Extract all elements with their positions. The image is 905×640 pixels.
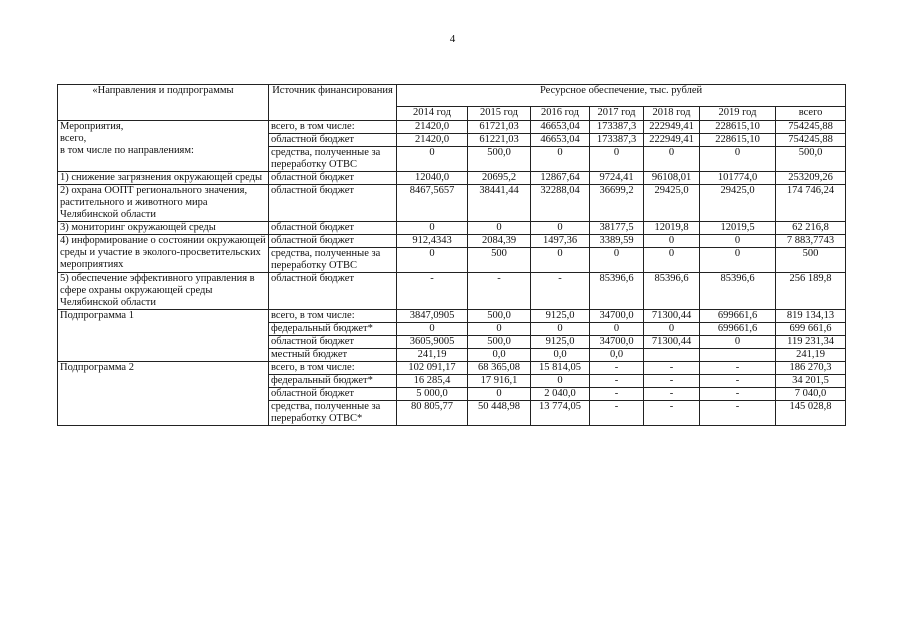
value-cell: 3847,0905: [397, 310, 468, 323]
value-cell: 0: [700, 147, 776, 172]
value-cell: 16 285,4: [397, 375, 468, 388]
value-cell: 228615,10: [700, 134, 776, 147]
value-cell: 0,0: [590, 349, 644, 362]
total-cell: 256 189,8: [776, 273, 846, 310]
source-cell: местный бюджет: [269, 349, 397, 362]
value-cell: 5 000,0: [397, 388, 468, 401]
value-cell: 36699,2: [590, 185, 644, 222]
value-cell: 500,0: [468, 147, 531, 172]
source-cell: областной бюджет: [269, 185, 397, 222]
value-cell: 71300,44: [644, 310, 700, 323]
source-cell: федеральный бюджет*: [269, 375, 397, 388]
source-cell: областной бюджет: [269, 336, 397, 349]
value-cell: 0: [700, 235, 776, 248]
value-cell: 0: [397, 147, 468, 172]
value-cell: -: [700, 375, 776, 388]
value-cell: 222949,41: [644, 121, 700, 134]
value-cell: 228615,10: [700, 121, 776, 134]
value-cell: 0: [468, 388, 531, 401]
source-cell: всего, в том числе:: [269, 121, 397, 134]
value-cell: [700, 349, 776, 362]
value-cell: 0: [397, 222, 468, 235]
value-cell: 0: [590, 147, 644, 172]
total-cell: 145 028,8: [776, 401, 846, 426]
value-cell: -: [700, 362, 776, 375]
value-cell: 85396,6: [590, 273, 644, 310]
source-cell: средства, полученные за переработку ОТВС*: [269, 401, 397, 426]
table-row: [58, 273, 846, 310]
header-directions: «Направления и подпрограммы: [58, 85, 269, 121]
value-cell: 61721,03: [468, 121, 531, 134]
value-cell: -: [590, 375, 644, 388]
value-cell: 71300,44: [644, 336, 700, 349]
source-cell: областной бюджет: [269, 172, 397, 185]
value-cell: 101774,0: [700, 172, 776, 185]
source-cell: федеральный бюджет*: [269, 323, 397, 336]
value-cell: 68 365,08: [468, 362, 531, 375]
year-header: 2015 год: [468, 107, 531, 121]
value-cell: 9125,0: [531, 310, 590, 323]
table-row: [58, 121, 846, 134]
value-cell: 50 448,98: [468, 401, 531, 426]
value-cell: 13 774,05: [531, 401, 590, 426]
value-cell: -: [397, 273, 468, 310]
value-cell: 241,19: [397, 349, 468, 362]
value-cell: 21420,0: [397, 134, 468, 147]
total-cell: 500: [776, 248, 846, 273]
value-cell: -: [644, 375, 700, 388]
value-cell: 0: [468, 323, 531, 336]
total-header: всего: [776, 107, 846, 121]
value-cell: 61221,03: [468, 134, 531, 147]
value-cell: -: [468, 273, 531, 310]
value-cell: 0: [468, 222, 531, 235]
value-cell: 0,0: [531, 349, 590, 362]
total-cell: 253209,26: [776, 172, 846, 185]
value-cell: -: [590, 401, 644, 426]
value-cell: 32288,04: [531, 185, 590, 222]
value-cell: 222949,41: [644, 134, 700, 147]
header-resources: Ресурсное обеспечение, тыс. рублей: [397, 85, 846, 107]
source-cell: всего, в том числе:: [269, 362, 397, 375]
source-cell: областной бюджет: [269, 388, 397, 401]
header-source: Источник финансирования: [269, 85, 397, 121]
value-cell: [644, 349, 700, 362]
value-cell: 9125,0: [531, 336, 590, 349]
value-cell: -: [644, 388, 700, 401]
source-cell: всего, в том числе:: [269, 310, 397, 323]
value-cell: -: [590, 388, 644, 401]
value-cell: 38441,44: [468, 185, 531, 222]
value-cell: 46653,04: [531, 134, 590, 147]
direction-cell: 4) информирование о состоянии окружающей среды и участие в эколого-просветительских мероприятиях: [58, 235, 269, 273]
direction-cell: Мероприятия, всего, в том числе по направлениям:: [58, 121, 269, 172]
total-cell: 754245,88: [776, 134, 846, 147]
table-row: [58, 235, 846, 248]
table-row: [58, 310, 846, 323]
total-cell: 62 216,8: [776, 222, 846, 235]
value-cell: 0: [531, 323, 590, 336]
value-cell: 80 805,77: [397, 401, 468, 426]
source-cell: средства, полученные за переработку ОТВС: [269, 248, 397, 273]
table-row: [58, 222, 846, 235]
direction-cell: 2) охрана ООПТ регионального значения, растительного и животного мира Челябинской области: [58, 185, 269, 222]
value-cell: 0: [590, 248, 644, 273]
value-cell: 0: [644, 147, 700, 172]
value-cell: 2084,39: [468, 235, 531, 248]
value-cell: 3605,9005: [397, 336, 468, 349]
source-cell: областной бюджет: [269, 235, 397, 248]
year-header: 2014 год: [397, 107, 468, 121]
value-cell: -: [700, 388, 776, 401]
value-cell: 34700,0: [590, 310, 644, 323]
value-cell: 500: [468, 248, 531, 273]
value-cell: 12019,5: [700, 222, 776, 235]
total-cell: 7 883,7743: [776, 235, 846, 248]
table-row: [58, 185, 846, 222]
value-cell: 0: [397, 248, 468, 273]
value-cell: 0: [700, 336, 776, 349]
direction-cell: 5) обеспечение эффективного управления в сфере охраны окружающей среды Челябинской области: [58, 273, 269, 310]
value-cell: 0: [700, 248, 776, 273]
value-cell: 0: [531, 248, 590, 273]
value-cell: 12867,64: [531, 172, 590, 185]
value-cell: 0: [644, 248, 700, 273]
total-cell: 500,0: [776, 147, 846, 172]
total-cell: 34 201,5: [776, 375, 846, 388]
value-cell: 20695,2: [468, 172, 531, 185]
value-cell: 173387,3: [590, 121, 644, 134]
value-cell: 12040,0: [397, 172, 468, 185]
direction-cell: Подпрограмма 1: [58, 310, 269, 362]
value-cell: 0: [531, 375, 590, 388]
value-cell: 8467,5657: [397, 185, 468, 222]
total-cell: 119 231,34: [776, 336, 846, 349]
resource-table: [57, 84, 846, 426]
source-cell: областной бюджет: [269, 134, 397, 147]
value-cell: 3389,59: [590, 235, 644, 248]
value-cell: 0: [397, 323, 468, 336]
value-cell: 29425,0: [644, 185, 700, 222]
value-cell: 102 091,17: [397, 362, 468, 375]
value-cell: 173387,3: [590, 134, 644, 147]
value-cell: 0: [590, 323, 644, 336]
year-header: 2017 год: [590, 107, 644, 121]
value-cell: 699661,6: [700, 323, 776, 336]
total-cell: 819 134,13: [776, 310, 846, 323]
value-cell: 0: [531, 222, 590, 235]
source-cell: средства, полученные за переработку ОТВС: [269, 147, 397, 172]
value-cell: -: [644, 401, 700, 426]
direction-cell: 3) мониторинг окружающей среды: [58, 222, 269, 235]
value-cell: 12019,8: [644, 222, 700, 235]
value-cell: 38177,5: [590, 222, 644, 235]
value-cell: 0: [644, 323, 700, 336]
value-cell: 85396,6: [700, 273, 776, 310]
value-cell: 15 814,05: [531, 362, 590, 375]
table-body: [58, 121, 846, 426]
value-cell: 0: [644, 235, 700, 248]
value-cell: 17 916,1: [468, 375, 531, 388]
value-cell: 29425,0: [700, 185, 776, 222]
table-row: [58, 172, 846, 185]
direction-cell: 1) снижение загрязнения окружающей среды: [58, 172, 269, 185]
total-cell: 754245,88: [776, 121, 846, 134]
value-cell: 46653,04: [531, 121, 590, 134]
total-cell: 241,19: [776, 349, 846, 362]
value-cell: 0,0: [468, 349, 531, 362]
year-header: 2016 год: [531, 107, 590, 121]
value-cell: 699661,6: [700, 310, 776, 323]
value-cell: 9724,41: [590, 172, 644, 185]
value-cell: -: [700, 401, 776, 426]
value-cell: 0: [531, 147, 590, 172]
total-cell: 7 040,0: [776, 388, 846, 401]
value-cell: 2 040,0: [531, 388, 590, 401]
value-cell: -: [590, 362, 644, 375]
value-cell: -: [644, 362, 700, 375]
value-cell: 500,0: [468, 336, 531, 349]
value-cell: 34700,0: [590, 336, 644, 349]
page-number: 4: [449, 33, 456, 45]
year-header: 2019 год: [700, 107, 776, 121]
table-row: [58, 362, 846, 375]
total-cell: 174 746,24: [776, 185, 846, 222]
year-header: 2018 год: [644, 107, 700, 121]
total-cell: 186 270,3: [776, 362, 846, 375]
source-cell: областной бюджет: [269, 273, 397, 310]
total-cell: 699 661,6: [776, 323, 846, 336]
direction-cell: Подпрограмма 2: [58, 362, 269, 426]
value-cell: 500,0: [468, 310, 531, 323]
value-cell: 1497,36: [531, 235, 590, 248]
value-cell: 912,4343: [397, 235, 468, 248]
value-cell: 85396,6: [644, 273, 700, 310]
value-cell: -: [531, 273, 590, 310]
value-cell: 21420,0: [397, 121, 468, 134]
value-cell: 96108,01: [644, 172, 700, 185]
source-cell: областной бюджет: [269, 222, 397, 235]
